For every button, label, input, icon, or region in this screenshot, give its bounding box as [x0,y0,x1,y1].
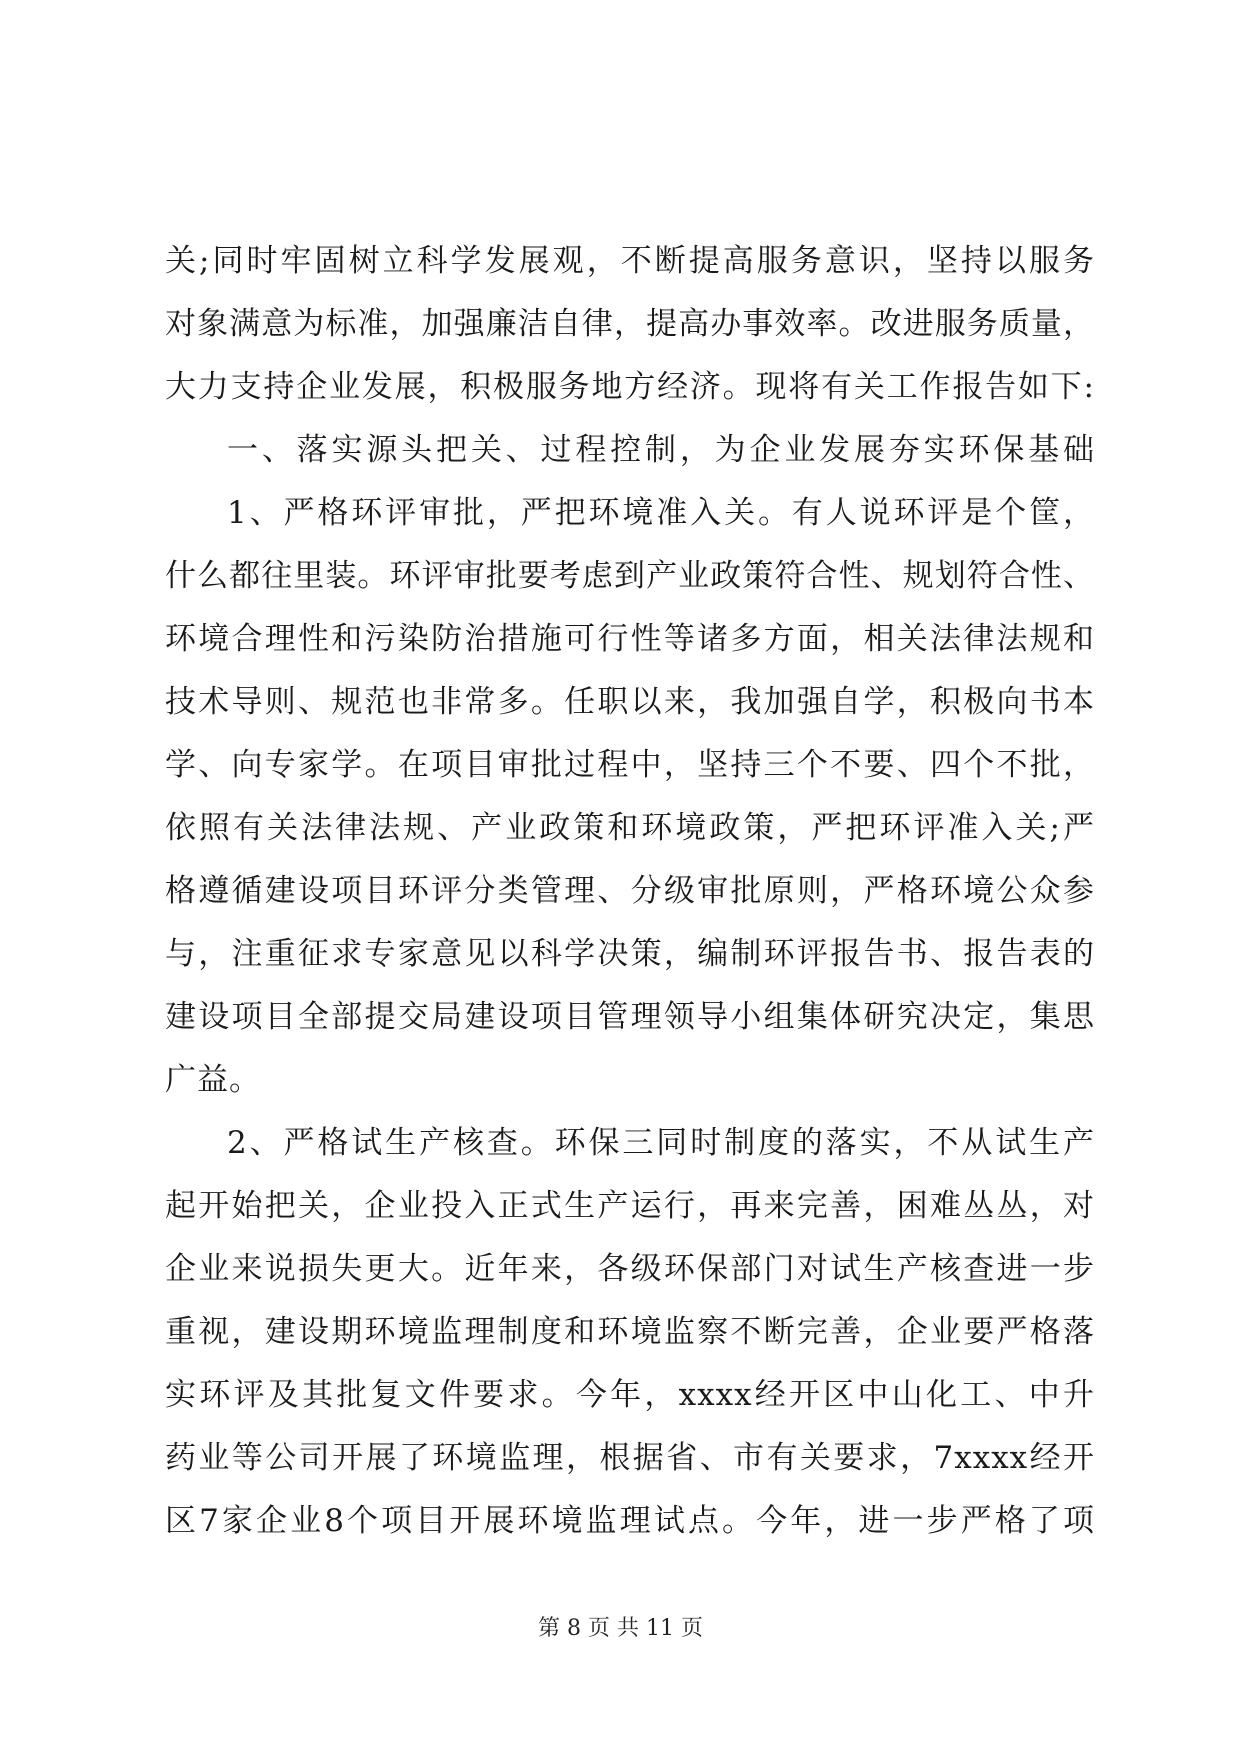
text-line: 药业等公司开展了环境监理，根据省、市有关要求，7xxxx经开 [165,1440,1095,1476]
text-line: 对象满意为标准，加强廉洁自律，提高办事效率。改进服务质量， [165,306,1095,342]
text-line: 企业来说损失更大。近年来，各级环保部门对试生产核查进一步 [165,1251,1095,1287]
section-heading: 一、落实源头把关、过程控制，为企业发展夯实环保基础 [227,432,1095,468]
text-line: 大力支持企业发展，积极服务地方经济。现将有关工作报告如下: [165,369,1095,405]
text-line: 区7家企业8个项目开展环境监理试点。今年，进一步严格了项 [165,1503,1095,1539]
text-line: 依照有关法律法规、产业政策和环境政策，严把环评准入关;严 [165,810,1095,846]
body-text [165,230,1095,1553]
text-line: 1、严格环评审批，严把环境准入关。有人说环评是个筐， [227,495,1095,531]
text-line: 关;同时牢固树立科学发展观，不断提高服务意识，坚持以服务 [165,243,1095,279]
text-line: 学、向专家学。在项目审批过程中，坚持三个不要、四个不批， [165,747,1095,783]
text-line: 技术导则、规范也非常多。任职以来，我加强自学，积极向书本 [165,684,1095,720]
text-line: 环境合理性和污染防治措施可行性等诸多方面，相关法律法规和 [165,621,1095,657]
page-number-footer: 第 8 页 共 11 页 [538,1616,703,1641]
text-line: 建设项目全部提交局建设项目管理领导小组集体研究决定，集思 [165,999,1095,1035]
text-line: 2、严格试生产核查。环保三同时制度的落实，不从试生产 [227,1125,1095,1161]
text-line: 起开始把关，企业投入正式生产运行，再来完善，困难丛丛，对 [165,1188,1095,1224]
text-line: 实环评及其批复文件要求。今年，xxxx经开区中山化工、中升 [165,1377,1095,1413]
text-line: 广益。 [165,1062,261,1098]
text-line: 什么都往里装。环评审批要考虑到产业政策符合性、规划符合性、 [165,558,1095,594]
text-line: 与，注重征求专家意见以科学决策，编制环评报告书、报告表的 [165,936,1095,972]
text-line: 格遵循建设项目环评分类管理、分级审批原则，严格环境公众参 [165,873,1095,909]
text-line: 重视，建设期环境监理制度和环境监察不断完善，企业要严格落 [165,1314,1095,1350]
